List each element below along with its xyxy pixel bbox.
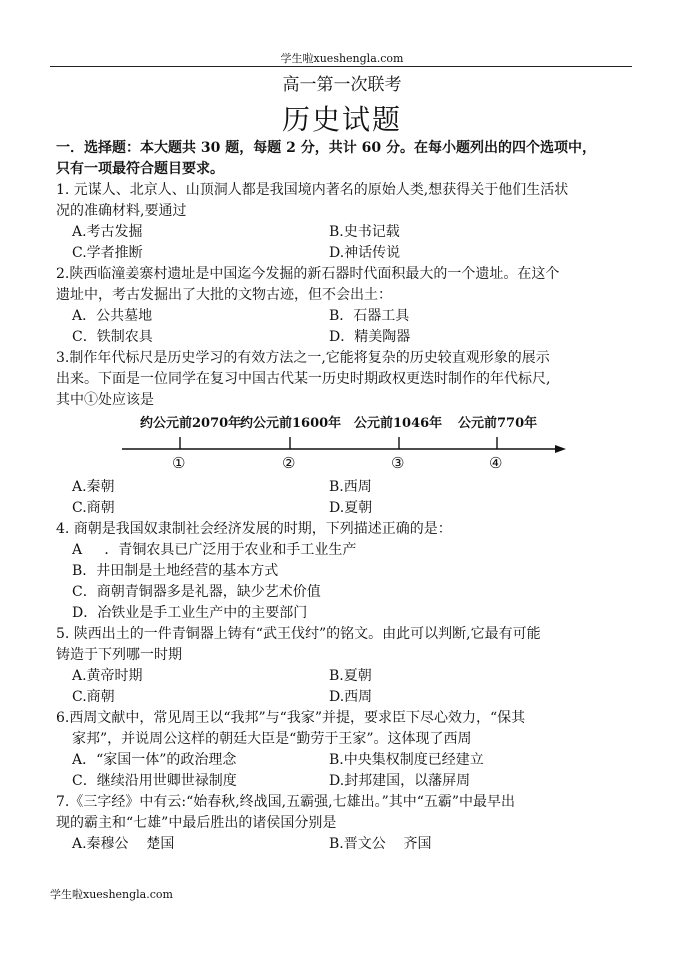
- q2-option-d: D．精美陶器: [329, 329, 411, 345]
- q3-options-row-1: [56, 477, 638, 498]
- q3-options-row-2: [56, 498, 638, 519]
- q3-option-b: B.西周: [329, 479, 372, 495]
- question-content: [56, 138, 638, 855]
- timeline-label-4: 公元前770年: [458, 416, 538, 431]
- timeline-label-3: 公元前1046年: [354, 416, 443, 431]
- q3-text-3: 其中①处应该是: [56, 392, 154, 408]
- q6-text-2: 家邦”，并说周公这样的朝廷大臣是“勤劳于王家”。这体现了西周: [72, 731, 472, 747]
- q6-option-a: A．“家国一体”的政治理念: [72, 752, 237, 768]
- exam-name: 高一第一次联考: [282, 75, 402, 95]
- q3-text-1: 3.制作年代标尺是历史学习的有效方法之一,它能将复杂的历史较直观形象的展示: [56, 350, 550, 366]
- footer-site: 学生啦xueshengla.com: [50, 888, 173, 901]
- q4-option-d: D．冶铁业是手工业生产中的主要部门: [72, 605, 308, 621]
- q1-text-1: 1. 元谋人、北京人、山顶洞人都是我国境内著名的原始人类,想获得关于他们生活状: [56, 182, 569, 198]
- q1-options-row-2: [56, 243, 638, 264]
- q2-text-2: 遗址中，考古发掘出了大批的文物古迹，但不会出土：: [56, 287, 392, 303]
- q3-option-c: C.商朝: [72, 500, 115, 516]
- header-divider: [50, 66, 632, 67]
- q2-text-1: 2.陕西临潼姜寨村遗址是中国迄今发掘的新石器时代面积最大的一个遗址。在这个: [56, 266, 560, 282]
- q4-option-c: C．商朝青铜器多是礼器，缺少艺术价值: [72, 584, 321, 600]
- q7-option-b: B.晋文公 齐国: [329, 836, 432, 852]
- q5-text-2: 铸造于下列哪一时期: [56, 647, 182, 663]
- q5-options-row-1: [56, 666, 638, 687]
- q6-text-1: 6.西周文献中，常见周王以“我邦”与“我家”并提，要求臣下尽心效力，“保其: [56, 710, 526, 726]
- q5-option-d: D.西周: [329, 689, 373, 705]
- page-title: 历史试题: [281, 103, 402, 136]
- timeline-arrow-icon: [555, 445, 566, 453]
- q1-option-b: B.史书记载: [329, 224, 400, 240]
- q3-text-2: 出来。下面是一位同学在复习中国古代某一历史时期政权更迭时制作的年代标尺,: [56, 371, 551, 387]
- timeline-mark-4: ④: [489, 454, 503, 472]
- q3-option-a: A.秦朝: [72, 479, 115, 495]
- q7-options-row-1: [56, 834, 638, 855]
- q5-option-a: A.黄帝时期: [72, 668, 143, 684]
- section-instruction-2: 只有一项最符合题目要求。: [56, 161, 224, 177]
- q3-option-d: D.夏朝: [329, 500, 373, 516]
- q4-option-a: A ．青铜农具已广泛用于农业和手工业生产: [72, 542, 357, 558]
- q7-option-a: A.秦穆公 楚国: [72, 836, 175, 852]
- q4-option-b: B．井田制是土地经营的基本方式: [72, 563, 279, 579]
- timeline-label-1: 约公元前2070年: [140, 416, 242, 431]
- q1-option-c: C.学者推断: [72, 245, 143, 261]
- q5-option-b: B.夏朝: [329, 668, 372, 684]
- q1-options-row-1: [56, 222, 638, 243]
- q2-option-a: A．公共墓地: [72, 308, 153, 324]
- timeline-figure: [56, 413, 638, 475]
- q5-text-1: 5. 陕西出土的一件青铜器上铸有“武王伐纣”的铭文。由此可以判断,它最有可能: [56, 626, 541, 642]
- timeline-mark-3: ③: [391, 454, 405, 472]
- q6-options-row-1: [56, 750, 638, 771]
- q7-text-1: 7.《三字经》中有云:“始春秋,终战国,五霸强,七雄出。”其中“五霸”中最早出: [56, 794, 516, 810]
- q5-option-c: C.商朝: [72, 689, 115, 705]
- q1-option-a: A.考古发掘: [72, 224, 143, 240]
- q6-option-b: B.中央集权制度已经建立: [329, 752, 484, 768]
- q7-text-2: 现的霸主和“七雄”中最后胜出的诸侯国分别是: [56, 815, 337, 831]
- q6-option-c: C．继续沿用世卿世禄制度: [72, 773, 237, 789]
- section-instruction-1: 一．选择题：本大题共 30 题，每题 2 分，共计 60 分。在每小题列出的四个选项中，: [56, 140, 596, 156]
- q6-options-row-2: [56, 771, 638, 792]
- q2-options-row-1: [56, 306, 638, 327]
- header-site: 学生啦xueshengla.com: [280, 52, 404, 65]
- timeline-mark-1: ①: [172, 454, 186, 472]
- q2-option-c: C．铁制农具: [72, 329, 153, 345]
- q1-option-d: D.神话传说: [329, 245, 401, 261]
- q6-option-d: D.封邦建国，以藩屏周: [329, 773, 471, 789]
- q2-option-b: B．石器工具: [329, 308, 410, 324]
- timeline-mark-2: ②: [282, 454, 296, 472]
- q4-text-1: 4. 商朝是我国奴隶制社会经济发展的时期，下列描述正确的是：: [56, 521, 452, 537]
- timeline-label-2: 约公元前1600年: [240, 416, 342, 431]
- q2-options-row-2: [56, 327, 638, 348]
- q5-options-row-2: [56, 687, 638, 708]
- q1-text-2: 况的准确材料,要通过: [56, 203, 187, 219]
